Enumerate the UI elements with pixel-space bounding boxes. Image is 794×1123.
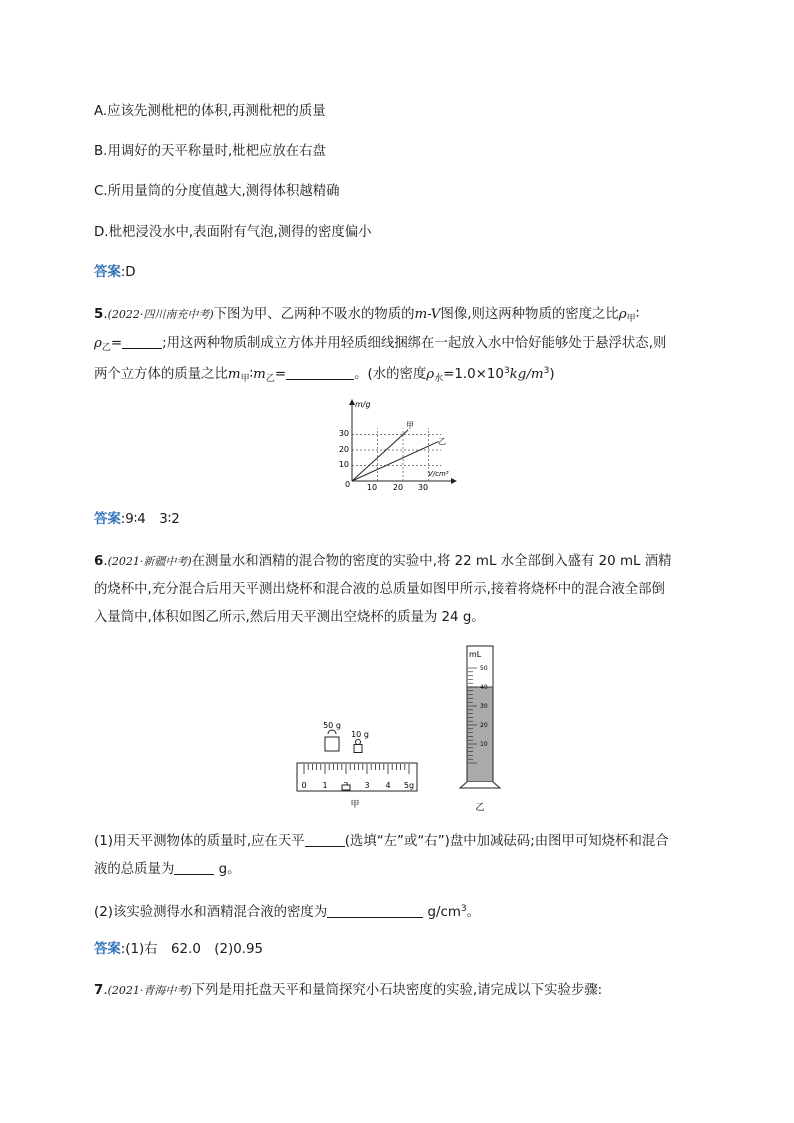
answer-blank-2[interactable] [286, 365, 354, 380]
cylinder-base [460, 782, 500, 788]
figure-caption-yi: 乙 [475, 803, 485, 813]
cylinder-liquid [468, 687, 493, 782]
cylinder-tick-label: 30 [480, 703, 488, 710]
y-tick-label: 10 [338, 460, 349, 469]
x-tick-label: 20 [392, 483, 404, 492]
weight-10g-icon [354, 740, 362, 753]
q4-option-b: B.用调好的天平称量时,枇杷应放在右盘 [94, 144, 326, 159]
scale-beam [297, 763, 417, 791]
question-number: 6 [94, 554, 104, 569]
cylinder-tick-label: 40 [480, 684, 488, 691]
figure-jia-balance [290, 712, 420, 812]
y-tick-label: 30 [338, 429, 349, 438]
question-number: 7 [94, 983, 104, 998]
answer-blank-1[interactable] [122, 334, 162, 349]
question-source: (2021·新疆中考) [107, 555, 192, 568]
scale-label: 1 [322, 781, 328, 790]
answer-label: 答案 [94, 942, 121, 957]
q6-line-1: 6.(2021·新疆中考)在测量水和酒精的混合物的密度的实验中,将 22 mL 水全部倒入盛有 20 mL 酒精 [94, 554, 672, 569]
m-v-graph [330, 392, 470, 496]
answer-label: 答案 [94, 512, 121, 527]
x-tick-label: 30 [417, 483, 429, 492]
q5-line-1: 5.(2022·四川南充中考)下图为甲、乙两种不吸水的物质的m-V图像,则这两种物质的密度之比$\rho_甲∶$ [94, 307, 640, 324]
q4-option-a: A.应该先测枇杷的体积,再测枇杷的质量 [94, 104, 326, 119]
q4-answer [94, 264, 136, 282]
cylinder-tick-label: 10 [480, 741, 488, 748]
line-jia [352, 430, 408, 481]
q7-line-1: 7.(2021·青海中考)下列是用托盘天平和量筒探究小石块密度的实验,请完成以下实验步骤: [94, 983, 603, 998]
answer-blank-3[interactable] [305, 832, 345, 847]
q6-line-3: 入量筒中,体积如图乙所示,然后用天平测出空烧杯的质量为 24 g。 [94, 610, 485, 625]
origin-label: 0 [345, 480, 351, 489]
line-yi-label: 乙 [438, 437, 446, 446]
q5-answer [94, 511, 180, 529]
figure-yi-cylinder [430, 640, 510, 815]
cylinder-unit: mL [469, 650, 482, 659]
weight-50g-label: 50 g [323, 721, 341, 730]
q6-sub1-line-1: (1)用天平测物体的质量时,应在天平 (选填“左”或“右”)盘中加减砝码;由图甲可知烧杯和混合 [94, 834, 669, 849]
y-axis-label: m/g [355, 400, 371, 409]
scale-label: 0 [301, 781, 307, 790]
answer-blank-5[interactable] [327, 903, 423, 918]
y-tick-label: 20 [338, 445, 349, 454]
scale-label: 5g [403, 781, 415, 790]
line-jia-label: 甲 [406, 421, 414, 430]
q4-option-d: D.枇杷浸没水中,表面附有气泡,测得的密度偏小 [94, 225, 372, 240]
answer-blank-4[interactable] [174, 860, 214, 875]
cylinder-tick-label: 50 [480, 665, 488, 672]
rider-icon [342, 785, 350, 790]
answer-label: 答案 [94, 265, 121, 280]
question-source: (2021·青海中考) [107, 984, 192, 997]
answer-text: :(1)右 62.0 (2)0.95 [120, 942, 264, 957]
q4-option-c: C.所用量筒的分度值越大,测得体积越精确 [94, 184, 340, 199]
answer-text: :9∶4 3∶2 [120, 512, 180, 527]
q6-answer [94, 941, 263, 959]
answer-text: :D [120, 265, 136, 280]
question-number: 5 [94, 307, 104, 322]
x-tick-label: 10 [366, 483, 378, 492]
x-axis-label: V/cm³ [428, 470, 449, 478]
q5-line-3: 两个立方体的质量之比$m_甲∶m_乙=$ 。(水的密度$\rho_水=1.0\times 10^3kg/m^3$) [94, 366, 555, 384]
q6-sub2: (2)该实验测得水和酒精混合液的密度为 $g/cm^3$。 [94, 904, 481, 920]
scale-label: 3 [364, 781, 370, 790]
cylinder-tick-label: 20 [480, 722, 488, 729]
weight-50g-icon [325, 730, 339, 751]
line-yi [352, 441, 439, 481]
weight-10g-label: 10 g [351, 730, 369, 739]
q6-sub1-line-2: 液的总质量为 g。 [94, 862, 241, 877]
scale-label: 4 [385, 781, 391, 790]
question-source: (2022·四川南充中考) [107, 308, 214, 321]
q6-line-2: 的烧杯中,充分混合后用天平测出烧杯和混合液的总质量如图甲所示,接着将烧杯中的混合液全部倒 [94, 582, 665, 597]
figure-caption-jia: 甲 [350, 800, 360, 810]
q5-line-2: $\rho_乙=$ ;用这两种物质制成立方体并用轻质细线捆绑在一起放入水中恰好能够处于悬浮状态,则 [94, 336, 667, 353]
